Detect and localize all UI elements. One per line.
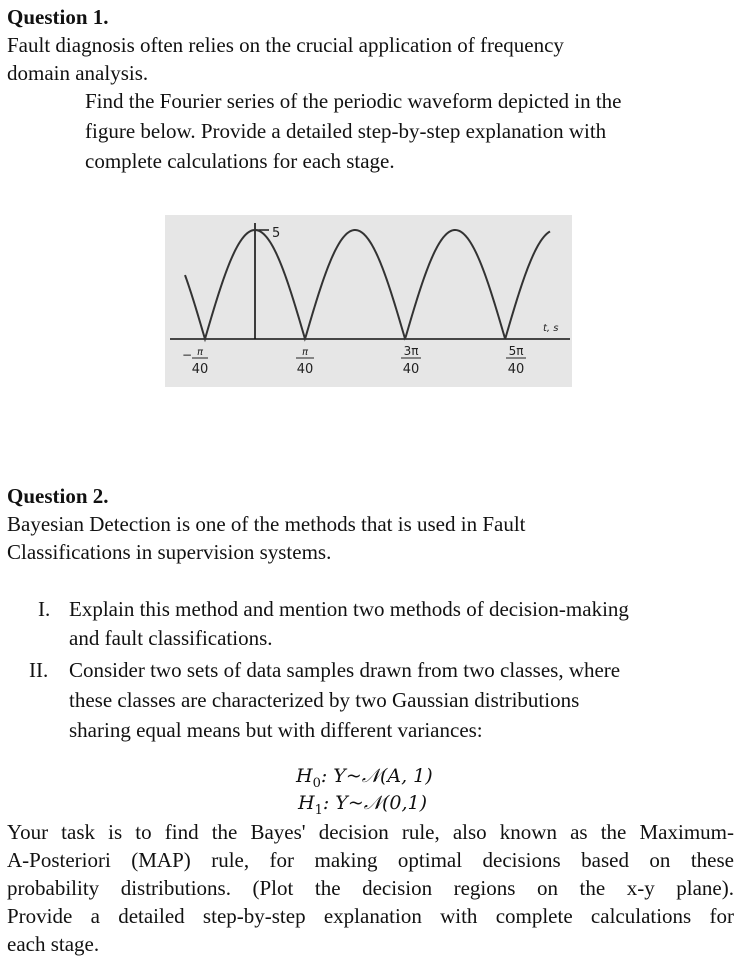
item-numeral-ii: II. bbox=[29, 658, 49, 682]
item-ii-line: sharing equal means but with different variances: bbox=[69, 718, 483, 742]
hypothesis-symbol: H bbox=[296, 765, 313, 787]
hypothesis-distribution: : Y~𝒩(A, 1) bbox=[320, 765, 433, 787]
q1-intro-line: Fault diagnosis often relies on the crucial application of frequency bbox=[7, 33, 564, 57]
tick-numerator: π bbox=[196, 347, 204, 358]
item-numeral-i: I. bbox=[38, 597, 51, 621]
tick-label-3pi-40 bbox=[401, 344, 421, 377]
tick-label-5pi-40 bbox=[506, 344, 526, 377]
q2-intro-line: Classifications in supervision systems. bbox=[7, 540, 332, 564]
tick-numerator: 3π bbox=[403, 344, 419, 358]
q2-title: Question 2. bbox=[7, 484, 109, 508]
q2-final-line: each stage. bbox=[7, 932, 100, 956]
tick-numerator: 5π bbox=[508, 344, 524, 358]
tick-label-pi-40 bbox=[296, 347, 314, 377]
hypothesis-distribution: : Y~𝒩(0,1) bbox=[322, 792, 428, 814]
hypothesis-symbol: H bbox=[298, 792, 315, 814]
item-ii-line: Consider two sets of data samples drawn from two classes, where bbox=[69, 658, 621, 682]
tick-sign: − bbox=[181, 348, 193, 362]
item-i-line: and fault classifications. bbox=[69, 626, 273, 650]
q1-intro-line: domain analysis. bbox=[7, 61, 149, 85]
waveform-chart bbox=[165, 215, 572, 387]
q1-task-line: figure below. Provide a detailed step-by-step explanation with bbox=[85, 119, 607, 143]
q2-final-line: A-Posteriori (MAP) rule, for making optimal decisions based on these bbox=[7, 848, 734, 872]
q2-final-line: probability distributions. (Plot the decision regions on the x-y plane). bbox=[7, 876, 734, 900]
tick-denominator: 40 bbox=[402, 362, 420, 377]
tick-numerator: π bbox=[301, 347, 309, 358]
item-ii-line: these classes are characterized by two Gaussian distributions bbox=[69, 688, 580, 712]
q1-task-line: complete calculations for each stage. bbox=[85, 149, 395, 173]
waveform-figure bbox=[165, 215, 572, 387]
q1-title: Question 1. bbox=[7, 5, 109, 29]
amplitude-label: 5 bbox=[272, 226, 281, 241]
waveform-curve bbox=[185, 230, 550, 339]
item-i-line: Explain this method and mention two methods of decision-making bbox=[69, 597, 629, 621]
hypothesis-subscript: 0 bbox=[312, 775, 321, 791]
tick-denominator: 40 bbox=[296, 362, 314, 377]
hypothesis-subscript: 1 bbox=[314, 802, 323, 818]
tick-denominator: 40 bbox=[191, 362, 209, 377]
tick-label-neg-pi-40 bbox=[182, 347, 208, 377]
q1-task-line: Find the Fourier series of the periodic waveform depicted in the bbox=[85, 89, 622, 113]
q2-final-line: Your task is to find the Bayes' decision rule, also known as the Maximum- bbox=[7, 820, 734, 844]
q2-intro-line: Bayesian Detection is one of the methods that is used in Fault bbox=[7, 512, 526, 536]
time-axis-label: t, s bbox=[543, 323, 559, 334]
tick-denominator: 40 bbox=[507, 362, 525, 377]
q2-final-line: Provide a detailed step-by-step explanation with complete calculations for bbox=[7, 904, 734, 928]
